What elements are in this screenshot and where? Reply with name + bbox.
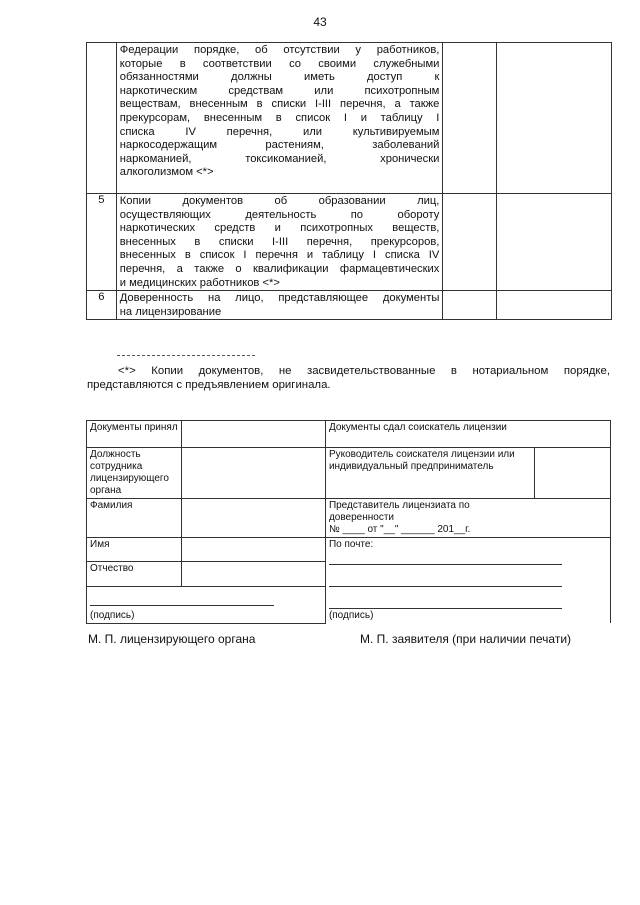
power-of-attorney-line: № ____ от "__" ______ 201__г. — [328, 524, 471, 535]
table-row — [87, 538, 611, 562]
description-line: наркотическим средствам или психотропным — [119, 84, 440, 97]
table-row — [87, 448, 611, 499]
signature-table — [86, 420, 611, 624]
row-number: 6 — [87, 291, 117, 320]
documents-table — [86, 42, 612, 320]
description-line: внесенных в списки I-III перечня, прекурсоров, — [119, 235, 440, 248]
empty-cell — [535, 448, 611, 499]
empty-cell — [443, 291, 496, 320]
description-line: которые в соответствии со своими служебными — [119, 57, 440, 70]
description-line: обязанностями должны иметь доступ к — [119, 71, 440, 84]
table-row — [87, 43, 612, 194]
description-line: Доверенность на лицо, представляющее документы — [119, 292, 440, 305]
footnote: <*> Копии документов, не засвидетельствованные в нотариальном порядке, представляются с предъявлением оригинала. — [87, 365, 610, 391]
description-line: на лицензирование — [119, 305, 222, 318]
description-line: осуществляющих деятельность по обороту — [119, 208, 440, 221]
representative-line: доверенности — [328, 512, 394, 523]
by-mail-block — [325, 538, 610, 624]
empty-cell — [181, 562, 325, 586]
description-line: алкоголизмом <*> — [119, 166, 214, 179]
table-row — [87, 194, 612, 291]
row-number — [87, 43, 117, 194]
row-description — [116, 194, 443, 291]
table-row — [87, 499, 611, 538]
empty-cell — [496, 43, 611, 194]
description-line: Копии документов об образовании лиц, — [119, 195, 440, 207]
docs-submitted-label: Документы сдал соискатель лицензии — [325, 421, 610, 448]
footnote-divider — [117, 355, 255, 356]
signature-label: (подпись) — [328, 610, 374, 621]
patronymic-label: Отчество — [87, 562, 182, 586]
signature-label: (подпись) — [90, 609, 135, 621]
representative-block — [325, 499, 610, 538]
surname-label: Фамилия — [87, 499, 182, 538]
representative-line: Представитель лицензиата по — [328, 500, 470, 511]
signature-block — [87, 586, 326, 623]
description-line: веществам, внесенным в списки I-III перечня, а также — [119, 98, 440, 111]
blank-line — [329, 597, 562, 609]
table-row — [87, 291, 612, 320]
position-label: Должность сотрудника лицензирующего органа — [87, 448, 182, 499]
empty-cell — [181, 538, 325, 562]
by-mail-label: По почте: — [328, 539, 374, 550]
row-description — [116, 43, 443, 194]
page-number: 43 — [313, 15, 327, 29]
description-line: перечня, а также о квалификации фармацевтических — [119, 262, 440, 275]
description-line: Федерации порядке, об отсутствии у работников, — [119, 44, 440, 56]
description-line: наркосодержащим растениям, заболеваний — [119, 139, 440, 152]
description-line: списка IV перечня, или культивируемым — [119, 125, 440, 138]
empty-cell — [181, 499, 325, 538]
empty-cell — [443, 194, 496, 291]
description-line: прекурсорам, внесенным в список I и таблицу I — [119, 111, 440, 124]
empty-cell — [181, 421, 325, 448]
first-name-label: Имя — [87, 538, 182, 562]
row-description — [116, 291, 443, 320]
description-line: внесенных в список I перечня и таблицу I списка IV — [119, 249, 440, 262]
blank-line — [90, 594, 274, 606]
empty-cell — [181, 448, 325, 499]
docs-accepted-label: Документы принял — [87, 421, 182, 448]
empty-cell — [443, 43, 496, 194]
empty-cell — [496, 291, 611, 320]
description-line: наркоманией, токсикоманией, хронически — [119, 152, 440, 165]
head-label: Руководитель соискателя лицензии или индивидуальный предприниматель — [325, 448, 534, 499]
blank-line — [329, 553, 562, 565]
table-row — [87, 421, 611, 448]
blank-line — [329, 575, 562, 587]
stamp-licensing-authority: М. П. лицензирующего органа — [88, 632, 256, 646]
row-number: 5 — [87, 194, 117, 291]
empty-cell — [496, 194, 611, 291]
description-line: и медицинских работников <*> — [119, 276, 280, 289]
description-line: наркотических средств и психотропных веществ, — [119, 222, 440, 235]
stamp-applicant: М. П. заявителя (при наличии печати) — [360, 632, 572, 646]
